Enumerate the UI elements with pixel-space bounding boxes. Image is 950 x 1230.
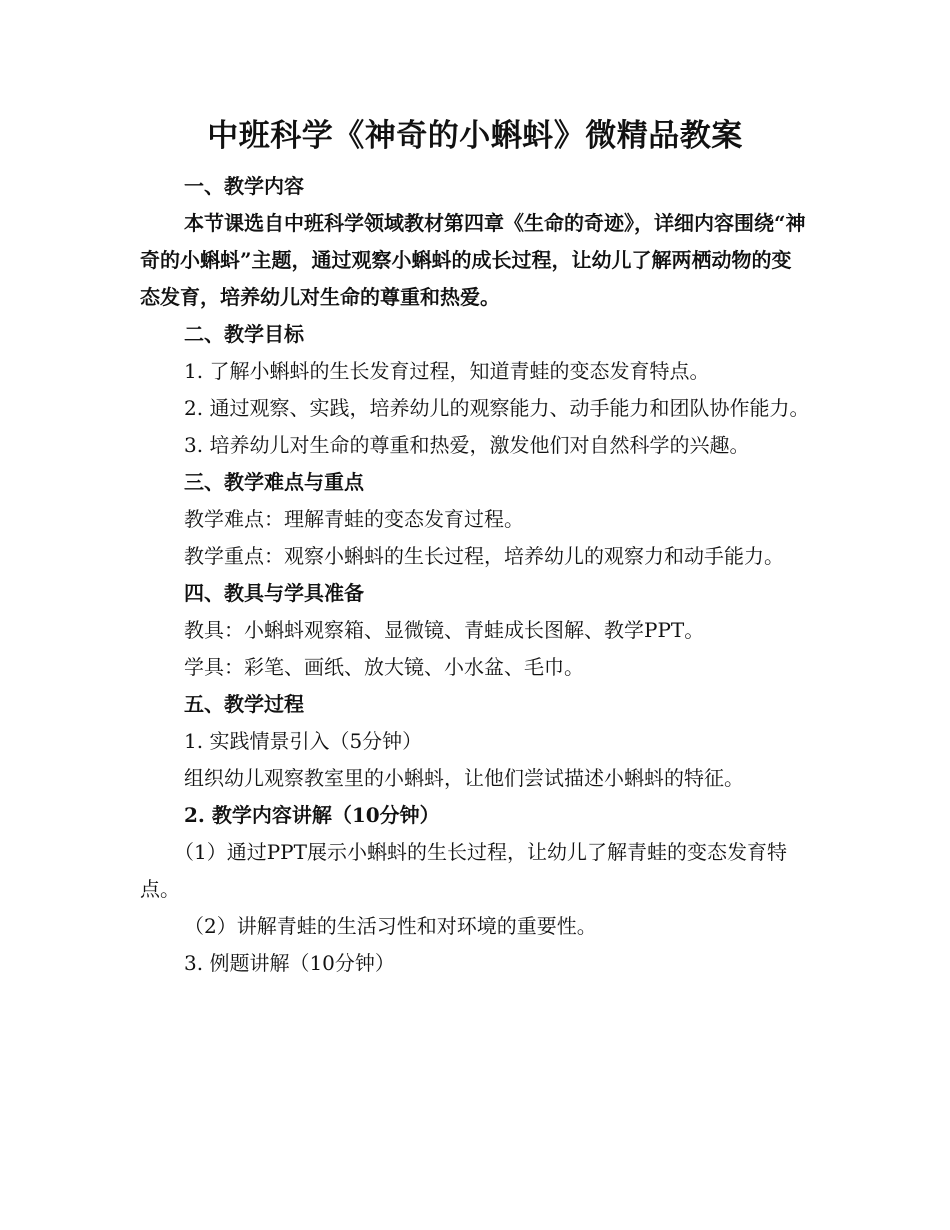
teaching-difficulty: 教学难点：理解青蛙的变态发育过程。 bbox=[184, 507, 524, 531]
learning-aids: 学具：彩笔、画纸、放大镜、小水盆、毛巾。 bbox=[184, 655, 584, 679]
objective-item-3: 3. 培养幼儿对生命的尊重和热爱，激发他们对自然科学的兴趣。 bbox=[184, 433, 750, 457]
section-heading-materials: 四、教具与学具准备 bbox=[184, 581, 364, 605]
document-title: 中班科学《神奇的小蝌蚪》微精品教案 bbox=[207, 118, 743, 154]
section-heading-content: 一、教学内容 bbox=[184, 174, 304, 198]
content-paragraph: 本节课选自中班科学领域教材第四章《生命的奇迹》，详细内容围绕“神奇的小蝌蚪”主题，通过观察小蝌蚪的成长过程，让幼儿了解两栖动物的变态发育，培养幼儿对生命的尊重和热爱。 bbox=[140, 211, 806, 309]
process-step-2-title: 2. 教学内容讲解（10分钟） bbox=[184, 803, 440, 827]
section-heading-objectives: 二、教学目标 bbox=[184, 322, 304, 346]
process-step-3-title: 3. 例题讲解（10分钟） bbox=[184, 951, 395, 975]
section-heading-key-points: 三、教学难点与重点 bbox=[184, 470, 364, 494]
process-step-1-body: 组织幼儿观察教室里的小蝌蚪，让他们尝试描述小蝌蚪的特征。 bbox=[184, 766, 744, 790]
objective-item-1: 1. 了解小蝌蚪的生长发育过程，知道青蛙的变态发育特点。 bbox=[184, 359, 710, 383]
teaching-aids: 教具：小蝌蚪观察箱、显微镜、青蛙成长图解、教学PPT。 bbox=[184, 618, 705, 642]
objective-item-2: 2. 通过观察、实践，培养幼儿的观察能力、动手能力和团队协作能力。 bbox=[184, 396, 810, 420]
process-step-1-title: 1. 实践情景引入（5分钟） bbox=[184, 729, 423, 753]
process-step-2-item-2: （2）讲解青蛙的生活习性和对环境的重要性。 bbox=[184, 914, 597, 938]
process-step-2-item-1: （1）通过PPT展示小蝌蚪的生长过程，让幼儿了解青蛙的变态发育特点。 bbox=[140, 840, 787, 901]
section-heading-process: 五、教学过程 bbox=[184, 692, 304, 716]
teaching-focus: 教学重点：观察小蝌蚪的生长过程，培养幼儿的观察力和动手能力。 bbox=[184, 544, 784, 568]
